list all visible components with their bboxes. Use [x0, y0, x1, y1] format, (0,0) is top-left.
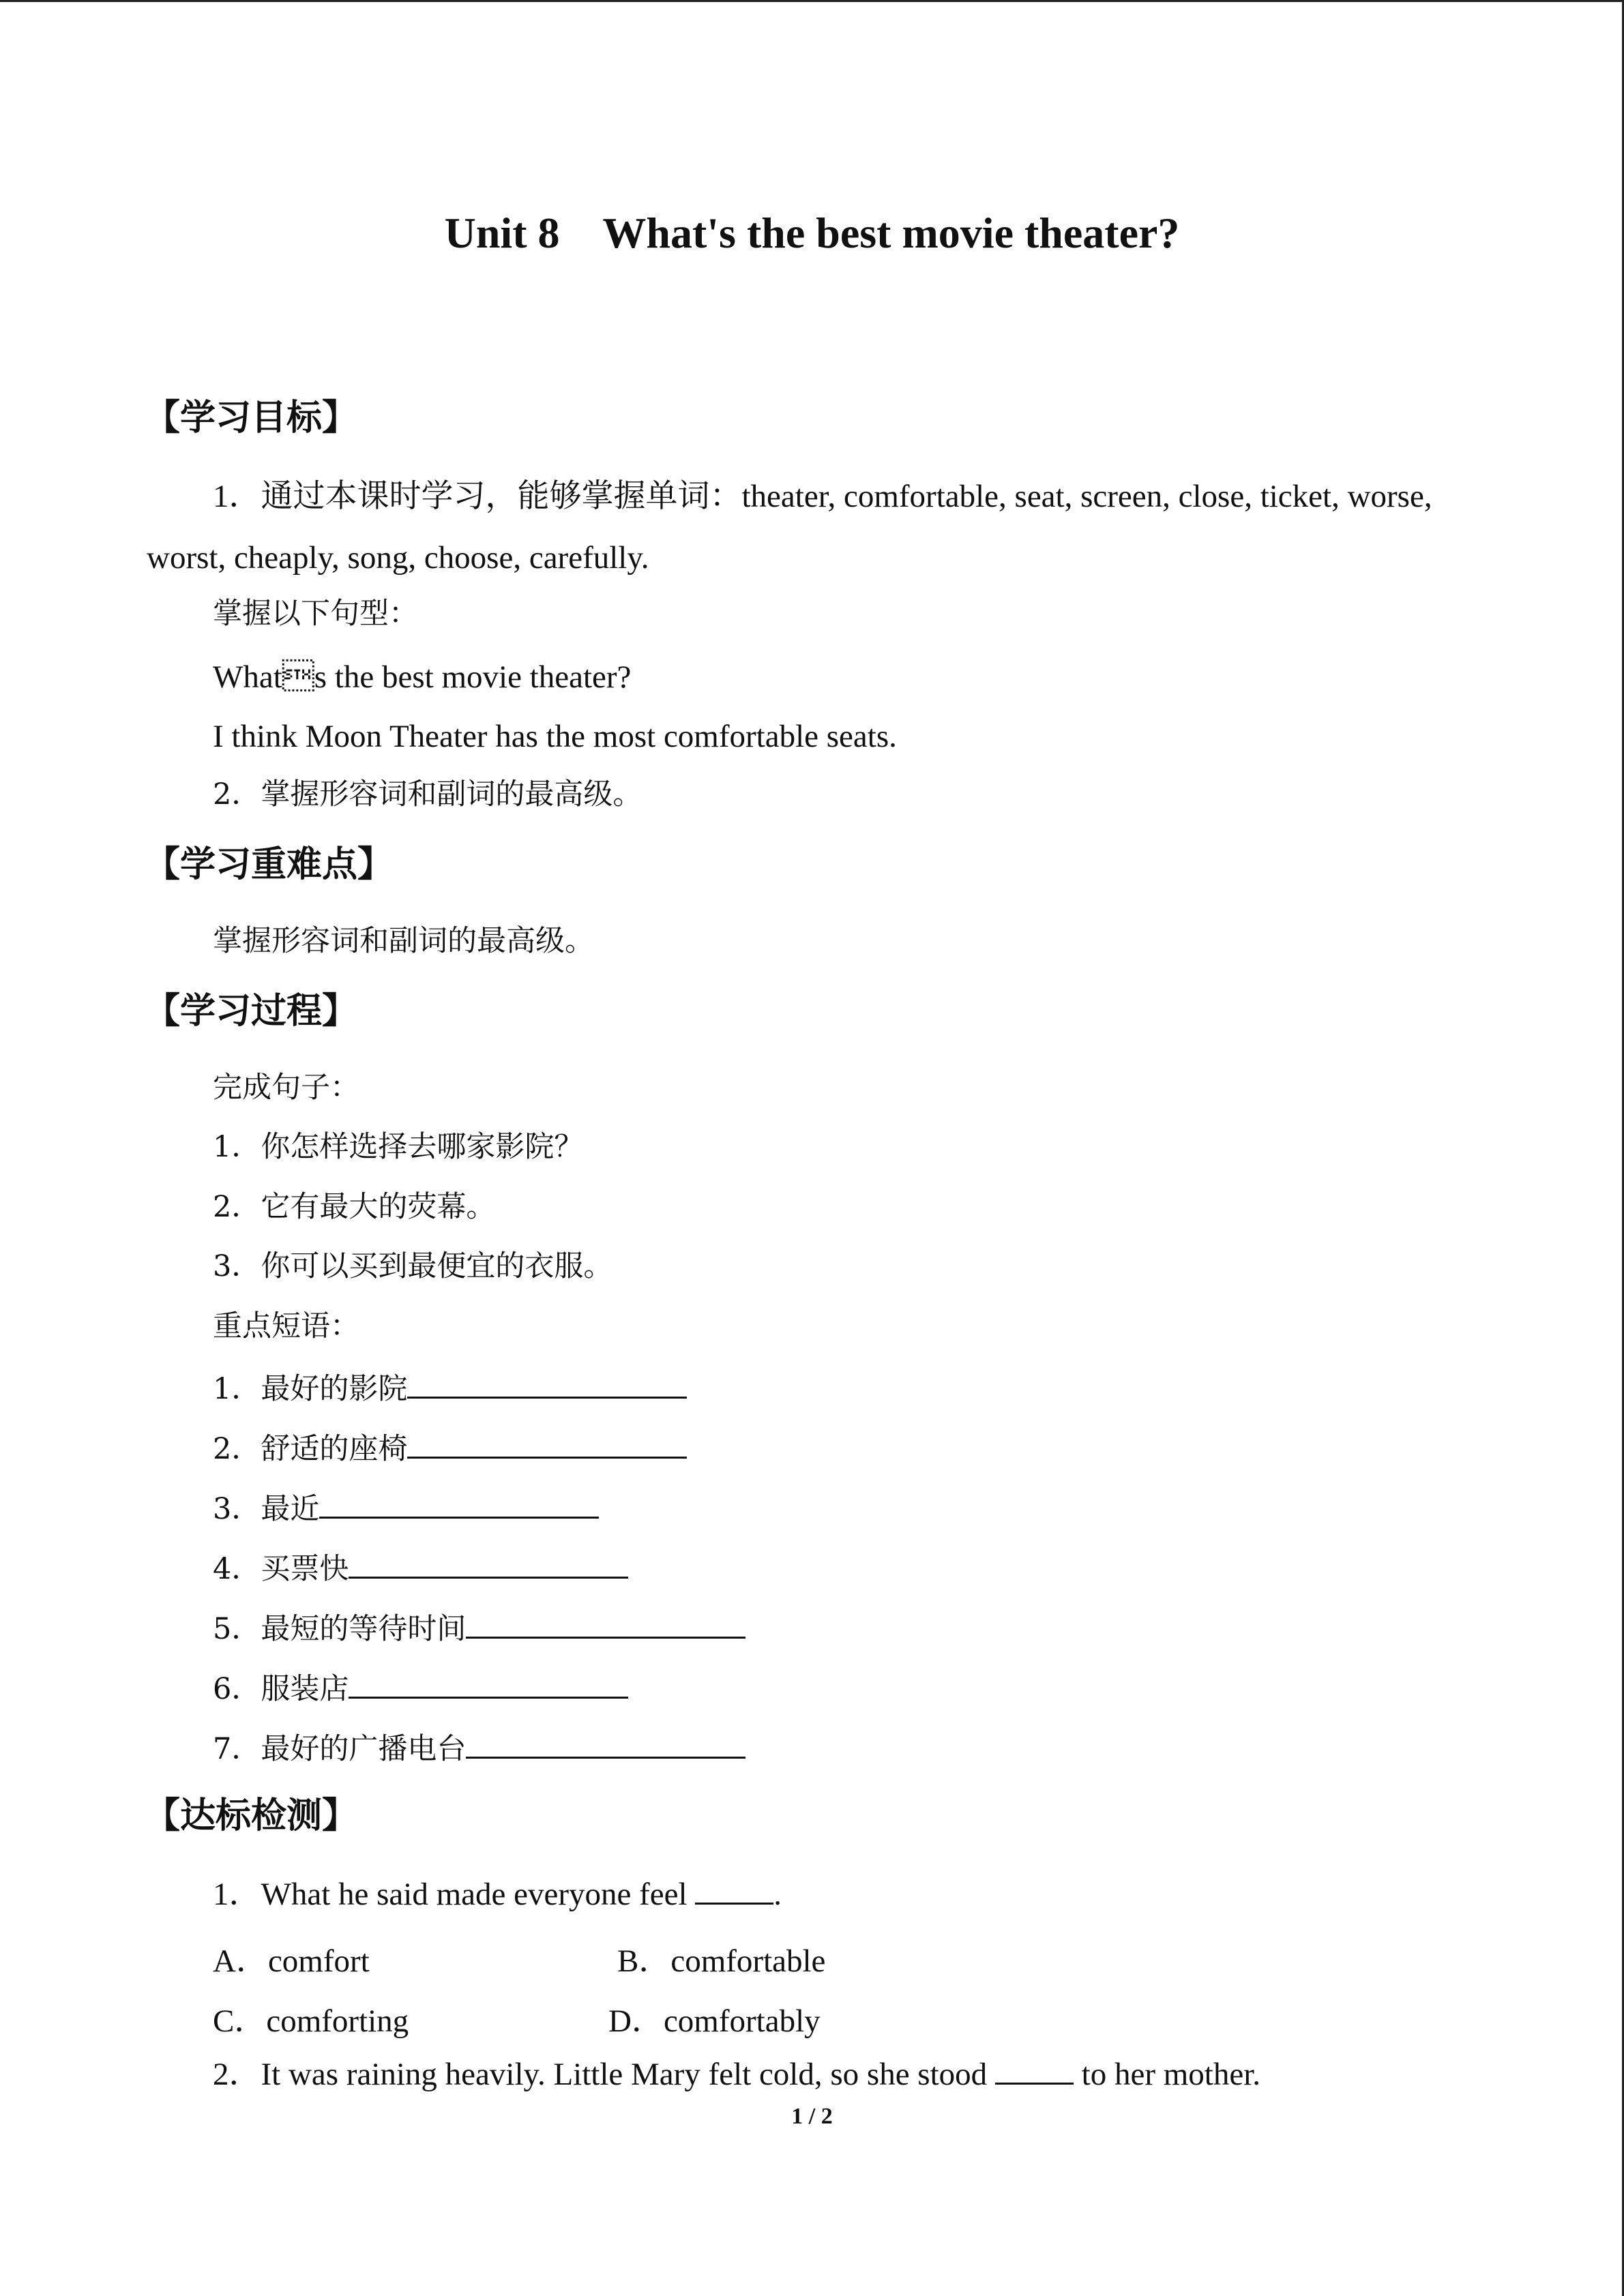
- q1-option-d[interactable]: D．comfortably: [608, 2003, 821, 2039]
- objective-item-2: 2．掌握形容词和副词的最高级。: [213, 777, 643, 811]
- sentence-item-2: 2．它有最大的荧幕。: [213, 1190, 496, 1224]
- phrase-item-5: 5．最短的等待时间: [213, 1609, 745, 1648]
- key-points-text: 掌握形容词和副词的最高级。: [213, 924, 594, 958]
- objective-item-1-line-1: 1．通过本课时学习，能够掌握单词：theater, comfortable, seat, screen, close, ticket, worse,: [213, 479, 1432, 514]
- answer-blank[interactable]: [995, 2055, 1074, 2085]
- phrase-item-6: 6．服装店: [213, 1669, 628, 1708]
- sentence-item-3: 3．你可以买到最便宜的衣服。: [213, 1249, 613, 1283]
- test-question-2: 2．It was raining heavily. Little Mary felt cold, so she stood to her mother.: [213, 2057, 1261, 2092]
- answer-blank[interactable]: [349, 1669, 628, 1699]
- answer-blank[interactable]: [466, 1729, 745, 1759]
- q1-option-a[interactable]: A．comfort: [213, 1943, 370, 1979]
- pattern-sentence-1: Whats the best movie theater?: [213, 659, 632, 695]
- q1-option-b[interactable]: B．comfortable: [617, 1943, 826, 1979]
- answer-blank[interactable]: [319, 1489, 599, 1519]
- section-heading-objectives: 【学习目标】: [145, 398, 358, 438]
- key-phrases-label: 重点短语：: [213, 1309, 359, 1343]
- phrase-item-3: 3．最近: [213, 1489, 599, 1527]
- answer-blank[interactable]: [695, 1875, 773, 1905]
- phrase-item-7: 7．最好的广播电台: [213, 1729, 745, 1768]
- answer-blank[interactable]: [466, 1609, 745, 1639]
- complete-sentences-label: 完成句子：: [213, 1071, 359, 1105]
- answer-blank[interactable]: [407, 1369, 687, 1399]
- section-heading-key-points: 【学习重难点】: [145, 844, 394, 885]
- q1-option-c[interactable]: C．comforting: [213, 2003, 409, 2039]
- sentence-item-1: 1．你怎样选择去哪家影院？: [213, 1130, 584, 1164]
- section-heading-process: 【学习过程】: [145, 991, 358, 1032]
- phrase-item-1: 1．最好的影院: [213, 1369, 687, 1407]
- patterns-label: 掌握以下句型：: [213, 597, 418, 631]
- phrase-item-4: 4．买票快: [213, 1549, 628, 1587]
- page-title: Unit 8 What's the best movie theater?: [444, 209, 1180, 257]
- page-indicator: 1 / 2: [791, 2104, 833, 2129]
- pattern-sentence-2: I think Moon Theater has the most comfortable seats.: [213, 719, 897, 754]
- test-question-1: 1．What he said made everyone feel .: [213, 1877, 782, 1912]
- page-top-border: [0, 0, 1624, 2]
- answer-blank[interactable]: [349, 1549, 628, 1579]
- answer-blank[interactable]: [407, 1429, 687, 1459]
- objective-item-1-line-2: worst, cheaply, song, choose, carefully.: [147, 540, 649, 576]
- section-heading-test: 【达标检测】: [145, 1795, 358, 1836]
- phrase-item-2: 2．舒适的座椅: [213, 1429, 687, 1467]
